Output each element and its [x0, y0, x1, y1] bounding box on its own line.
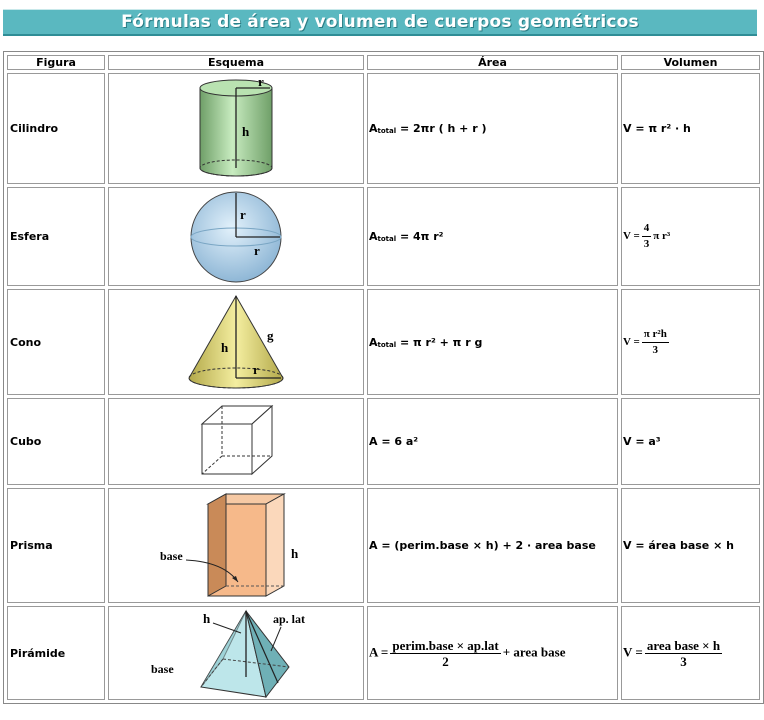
figura-piramide: Pirámide [7, 606, 105, 700]
label-r-side: r [254, 242, 260, 258]
volumen-esfera: V = $\frac{4}{3}$ π r³ [621, 187, 760, 286]
volumen-piramide: V = $\frac{\text{area base × h}}{3}$ [621, 606, 760, 700]
figura-prisma: Prisma [7, 488, 105, 603]
area-cilindro: $A_{total} = 2\pi r$ ( h + r ) [367, 73, 618, 184]
page-title: Fórmulas de área y volumen de cuerpos geométricos [121, 12, 639, 32]
cube-diagram [108, 398, 364, 485]
label-h: h [221, 340, 229, 355]
volumen-cono: V = $\frac{\text{π r²h}}{3}$ [621, 289, 760, 395]
area-prisma: A = (perim.base × h) + 2 · area base [367, 488, 618, 603]
prism-diagram [108, 488, 364, 603]
figura-cubo: Cubo [7, 398, 105, 485]
label-r: r [253, 362, 259, 377]
label-ap-lat: ap. lat [273, 612, 306, 626]
figura-cilindro: Cilindro [7, 73, 105, 184]
title-bar [3, 9, 757, 36]
cone-diagram [108, 289, 364, 395]
label-base: base [151, 662, 174, 676]
area-piramide: A = $\frac{\text{perim.base × ap.lat}}{2}$ + area base [367, 606, 618, 700]
label-g: g [267, 328, 274, 343]
sphere-diagram [108, 187, 364, 286]
area-esfera: $A_{total} = 4\pi$ r² [367, 187, 618, 286]
label-base: base [160, 548, 183, 563]
area-cubo: A = 6 a² [367, 398, 618, 485]
table-row [7, 187, 760, 286]
pyramid-diagram [108, 606, 364, 700]
table-row [7, 488, 760, 603]
label-h: h [242, 124, 250, 139]
area-cono: $A_{total} = \pi$ r² + π r g [367, 289, 618, 395]
figura-cono: Cono [7, 289, 105, 395]
header-area: Área [367, 55, 618, 70]
label-r-top: r [240, 206, 246, 222]
header-esquema: Esquema [108, 55, 364, 70]
label-h: h [203, 611, 211, 626]
table-row [7, 289, 760, 395]
formulas-table [3, 51, 764, 704]
header-row [7, 55, 760, 70]
header-figura: Figura [7, 55, 105, 70]
table-row [7, 398, 760, 485]
cylinder-diagram [108, 73, 364, 184]
volumen-cilindro: V = π r² · h [621, 73, 760, 184]
volumen-cubo: V = a³ [621, 398, 760, 485]
table-row [7, 73, 760, 184]
label-h: h [291, 545, 299, 561]
label-r: r [258, 76, 264, 89]
volumen-prisma: V = área base × h [621, 488, 760, 603]
table-row [7, 606, 760, 700]
figura-esfera: Esfera [7, 187, 105, 286]
header-volumen: Volumen [621, 55, 760, 70]
